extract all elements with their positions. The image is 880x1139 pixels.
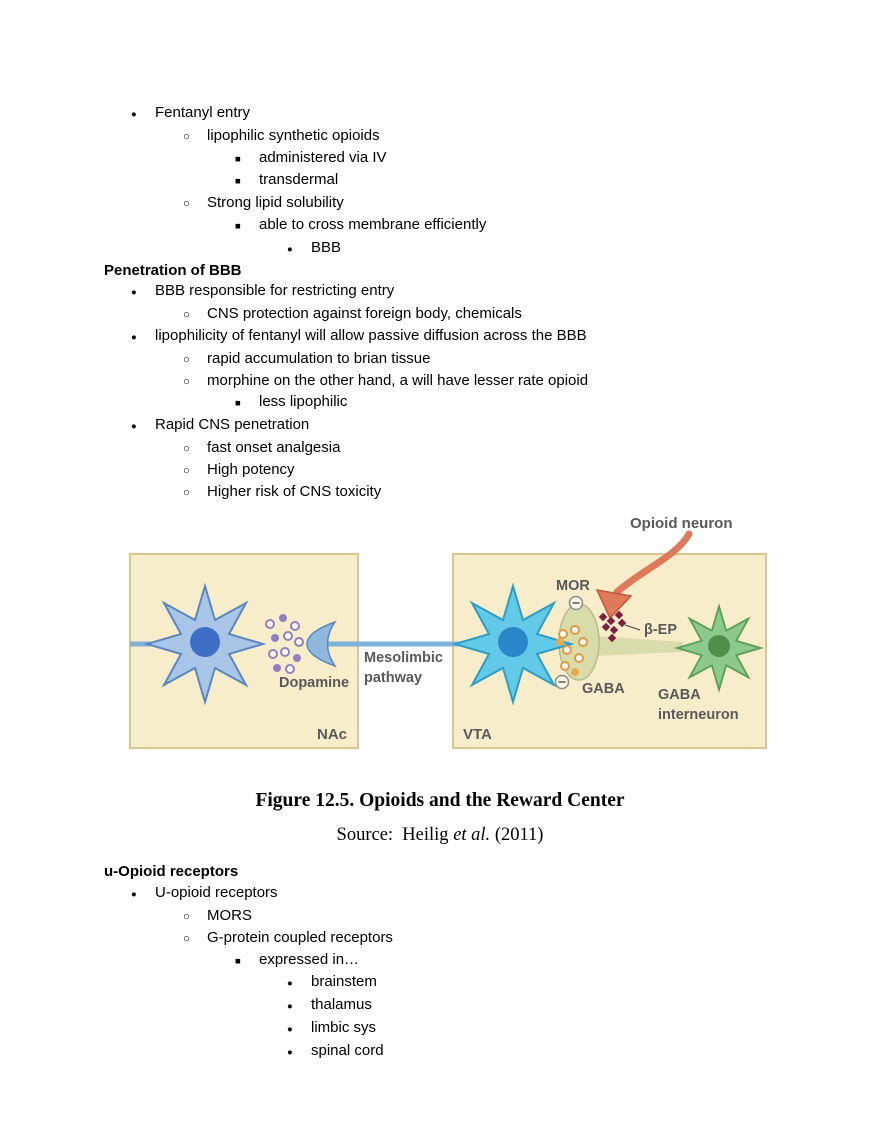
list-item-text: transdermal — [259, 171, 339, 189]
list-item-text: High potency — [207, 460, 295, 478]
bullet-disc-icon — [287, 1041, 311, 1064]
list-item — [104, 304, 776, 326]
bullet-square-icon — [235, 148, 259, 171]
bullet-circle-icon — [183, 928, 207, 950]
label-gaba: GABA — [582, 681, 625, 698]
list-item-text: G-protein coupled receptors — [207, 928, 393, 946]
list-item — [104, 1018, 776, 1041]
bullet-disc-icon — [131, 415, 155, 438]
list-item — [104, 215, 776, 238]
notes-section-fentanyl — [104, 103, 776, 261]
source-suffix: (2011) — [490, 825, 544, 846]
list-item-text: Rapid CNS penetration — [155, 416, 310, 434]
list-item — [104, 972, 776, 995]
list-item — [104, 371, 776, 393]
list-item — [104, 281, 776, 304]
list-item — [104, 438, 776, 460]
list-item — [104, 238, 776, 261]
figure-caption-source — [104, 823, 776, 848]
list-item-text: lipophilicity of fentanyl will allow passive diffusion across the BBB — [155, 326, 587, 344]
list-item-text: rapid accumulation to brian tissue — [207, 349, 431, 367]
list-item — [104, 906, 776, 928]
list-item — [104, 326, 776, 349]
heading-penetration-of-bbb: Penetration of BBB — [104, 261, 242, 279]
list-item-text: administered via IV — [259, 148, 387, 166]
label-opioid-neuron: Opioid neuron — [630, 515, 733, 533]
source-prefix: Source: Heilig — [336, 825, 454, 846]
bullet-circle-icon — [183, 906, 207, 928]
bullet-circle-icon — [183, 193, 207, 215]
bullet-disc-icon — [287, 972, 311, 995]
notes-section-penetration — [104, 281, 776, 503]
bullet-circle-icon — [183, 349, 207, 371]
bullet-circle-icon — [183, 304, 207, 326]
heading-u-opioid-receptors: u-Opioid receptors — [104, 863, 239, 881]
list-item — [104, 883, 776, 906]
list-item — [104, 482, 776, 504]
list-item-text: fast onset analgesia — [207, 438, 341, 456]
label-mesolimbic-2: pathway — [364, 670, 423, 687]
bullet-square-icon — [235, 392, 259, 415]
figure-image — [127, 506, 767, 752]
list-item-text: brainstem — [311, 973, 377, 991]
list-item-text: MORS — [207, 906, 252, 924]
list-item-text: morphine on the other hand, a will have lesser rate opioid — [207, 371, 589, 389]
bullet-square-icon — [235, 950, 259, 973]
list-item-text: Fentanyl entry — [155, 104, 251, 121]
list-item — [104, 950, 776, 973]
list-item — [104, 392, 776, 415]
list-item-text: U-opioid receptors — [155, 884, 278, 902]
list-item — [104, 126, 776, 148]
bullet-circle-icon — [183, 126, 207, 148]
list-item-text: spinal cord — [311, 1041, 384, 1059]
list-item — [104, 415, 776, 438]
list-item — [104, 103, 776, 126]
bullet-circle-icon — [183, 438, 207, 460]
list-item — [104, 170, 776, 193]
bullet-disc-icon — [131, 103, 155, 126]
bullet-disc-icon — [131, 281, 155, 304]
label-gaba-interneuron-1: GABA — [658, 687, 701, 704]
source-et-al: et al. — [453, 825, 491, 846]
list-item-text: CNS protection against foreign body, chemicals — [207, 305, 522, 323]
label-vta: VTA — [463, 726, 492, 744]
bullet-disc-icon — [287, 1018, 311, 1041]
list-item-text: expressed in… — [259, 950, 360, 968]
bullet-circle-icon — [183, 460, 207, 482]
label-nac: NAc — [317, 726, 348, 744]
bullet-disc-icon — [287, 995, 311, 1018]
bullet-circle-icon — [183, 371, 207, 393]
list-item-text: less lipophilic — [259, 393, 348, 411]
list-item-text: thalamus — [311, 996, 372, 1014]
label-beta-ep: β-EP — [644, 622, 678, 639]
list-item — [104, 148, 776, 171]
figure-caption-title: Figure 12.5. Opioids and the Reward Center — [255, 790, 625, 812]
bullet-disc-icon — [287, 238, 311, 261]
list-item-text: Higher risk of CNS toxicity — [207, 482, 382, 500]
nac-neuron — [147, 586, 263, 702]
reward-center-figure — [127, 506, 767, 752]
list-item-text: lipophilic synthetic opioids — [207, 126, 380, 144]
list-item — [104, 349, 776, 371]
list-item — [104, 460, 776, 482]
list-item — [104, 928, 776, 950]
list-item-text: BBB — [311, 238, 342, 256]
list-item — [104, 1041, 776, 1064]
bullet-square-icon — [235, 170, 259, 193]
label-gaba-interneuron-2: interneuron — [658, 707, 739, 724]
gaba-interneuron — [677, 607, 761, 691]
bullet-square-icon — [235, 215, 259, 238]
list-item-text: BBB responsible for restricting entry — [155, 282, 395, 300]
label-mor: MOR — [556, 578, 590, 595]
vta-neuron — [455, 586, 571, 702]
label-mesolimbic-1: Mesolimbic — [364, 650, 443, 667]
label-dopamine: Dopamine — [279, 675, 350, 692]
list-item-text: able to cross membrane efficiently — [259, 215, 487, 233]
list-item-text: limbic sys — [311, 1018, 377, 1036]
list-item — [104, 995, 776, 1018]
bullet-disc-icon — [131, 326, 155, 349]
bullet-disc-icon — [131, 883, 155, 906]
bullet-circle-icon — [183, 482, 207, 504]
notes-section-u-opioid — [104, 883, 776, 1063]
list-item — [104, 193, 776, 215]
list-item-text: Strong lipid solubility — [207, 194, 344, 212]
